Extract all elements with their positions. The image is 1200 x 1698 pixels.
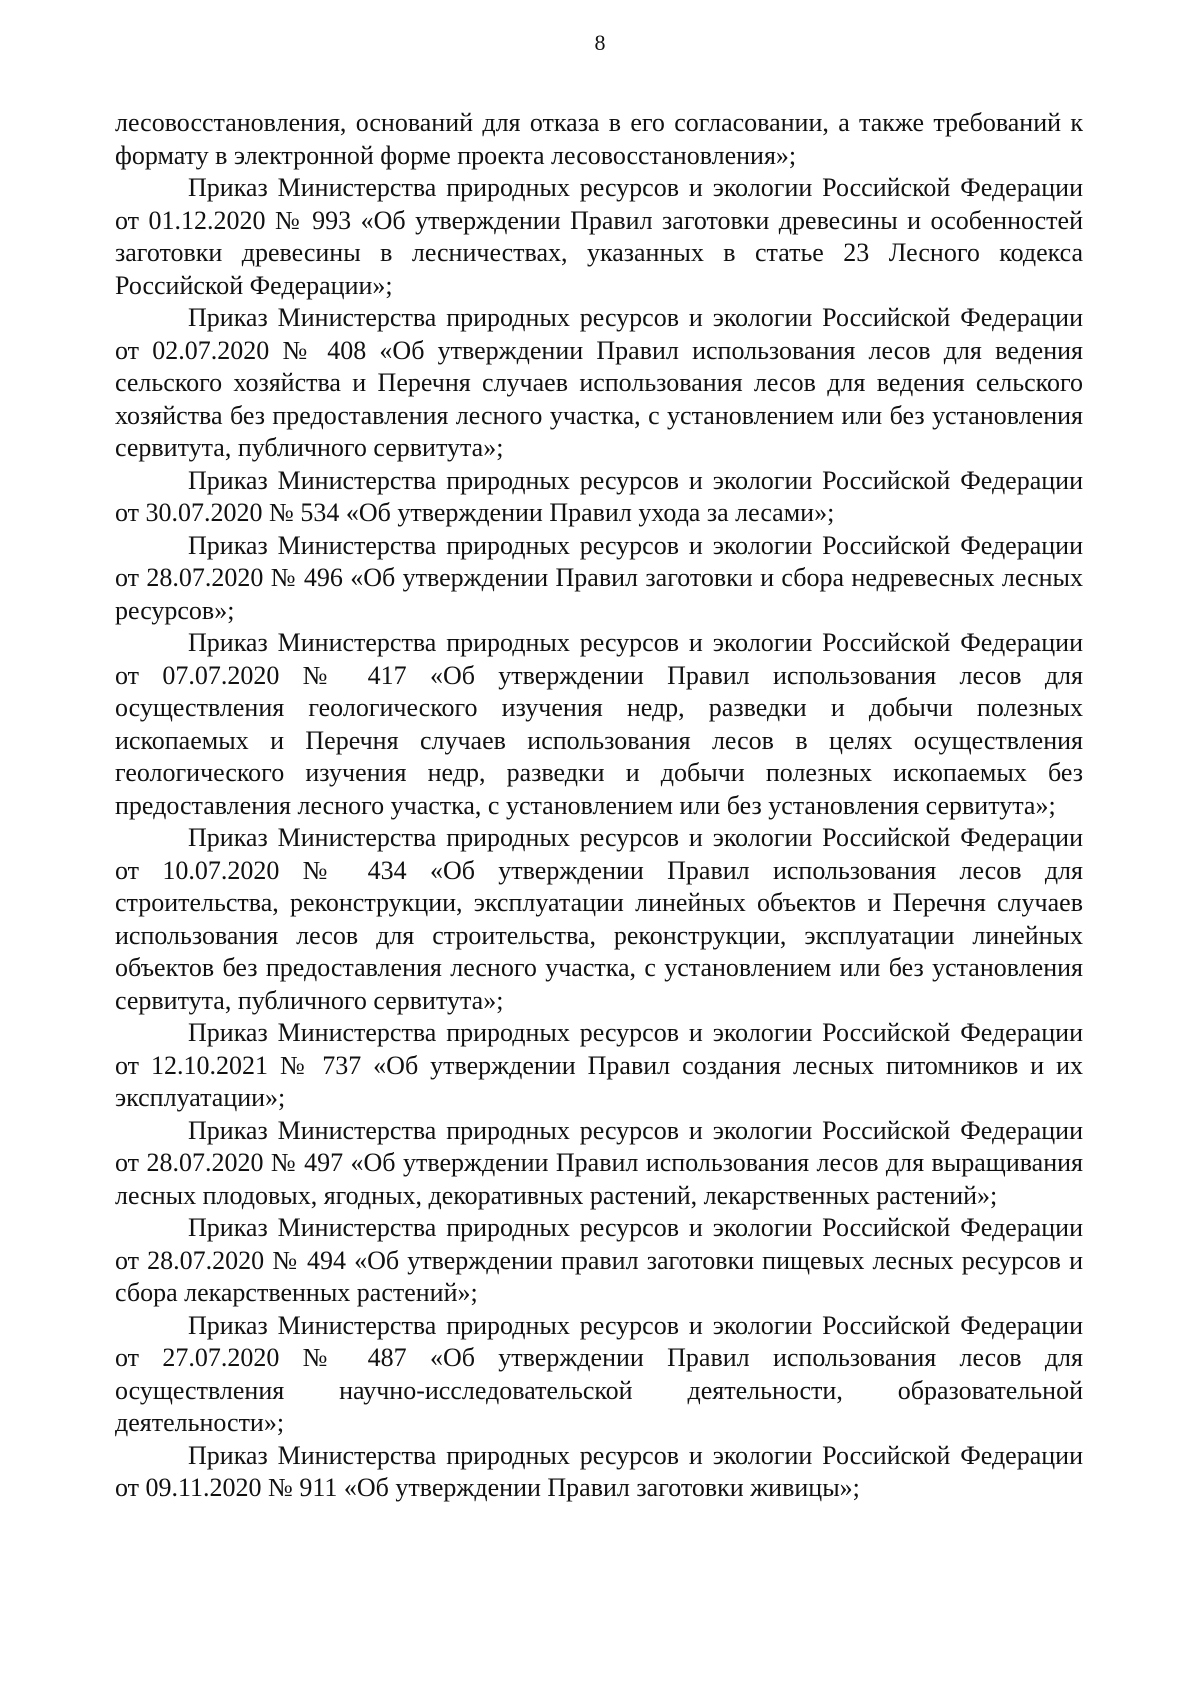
paragraph-order-497: Приказ Министерства природных ресурсов и экологии Российской Федерации от 28.07.2020 № 497 «Об утверждении Правил использования лесов для выращивания лесных плодовых, ягодных, декоративных растений, лекарственных растений»; [115,1115,1083,1210]
paragraph-order-434: Приказ Министерства природных ресурсов и экологии Российской Федерации от 10.07.2020 № 434 «Об утверждении Правил использования лесов для строительства, реконструкции, эксплуатации линейных объектов и Перечня случаев использования лесов для строительства, реконструкции, эксплуатации линейных объектов без предоставления лесного участка, с установлением или без установления сервитута, публичного сервитута»; [115,823,1083,1015]
paragraph-order-487: Приказ Министерства природных ресурсов и экологии Российской Федерации от 27.07.2020 № 487 «Об утверждении Правил использования лесов для осуществления научно-исследовательской деятельности, образовательной деятельности»; [115,1310,1083,1437]
paragraph-order-993: Приказ Министерства природных ресурсов и экологии Российской Федерации от 01.12.2020 № 993 «Об утверждении Правил заготовки древесины и особенностей заготовки древесины в лесничествах, указанных в статье 23 Лесного кодекса Российской Федерации»; [115,173,1083,300]
paragraph-order-494: Приказ Министерства природных ресурсов и экологии Российской Федерации от 28.07.2020 № 494 «Об утверждении правил заготовки пищевых лесных ресурсов и сбора лекарственных растений»; [115,1213,1083,1307]
paragraph-order-534: Приказ Министерства природных ресурсов и экологии Российской Федерации от 30.07.2020 № 534 «Об утверждении Правил ухода за лесами»; [115,465,1083,527]
paragraph-order-737: Приказ Министерства природных ресурсов и экологии Российской Федерации от 12.10.2021 № 737 «Об утверждении Правил создания лесных питомников и их эксплуатации»; [115,1018,1083,1112]
page-number: 8 [594,30,606,55]
paragraph-order-911: Приказ Министерства природных ресурсов и экологии Российской Федерации от 09.11.2020 № 911 «Об утверждении Правил заготовки живицы»; [115,1440,1083,1502]
paragraph-continuation: лесовосстановления, оснований для отказа в его согласовании, а также требований к формату в электронной форме проекта лесовосстановления»; [115,108,1083,170]
paragraph-order-408: Приказ Министерства природных ресурсов и экологии Российской Федерации от 02.07.2020 № 408 «Об утверждении Правил использования лесов для ведения сельского хозяйства и Перечня случаев использования лесов для ведения сельского хозяйства без предоставления лесного участка, с установлением или без установления сервитута, публичного сервитута»; [115,303,1083,462]
paragraph-order-496: Приказ Министерства природных ресурсов и экологии Российской Федерации от 28.07.2020 № 496 «Об утверждении Правил заготовки и сбора недревесных лесных ресурсов»; [115,530,1083,625]
document-body [115,107,1083,1505]
paragraph-order-417: Приказ Министерства природных ресурсов и экологии Российской Федерации от 07.07.2020 № 417 «Об утверждении Правил использования лесов для осуществления геологического изучения недр, разведки и добычи полезных ископаемых и Перечня случаев использования лесов в целях осуществления геологического изучения недр, разведки и добычи полезных ископаемых без предоставления лесного участка, с установлением или без установления сервитута»; [115,628,1083,820]
